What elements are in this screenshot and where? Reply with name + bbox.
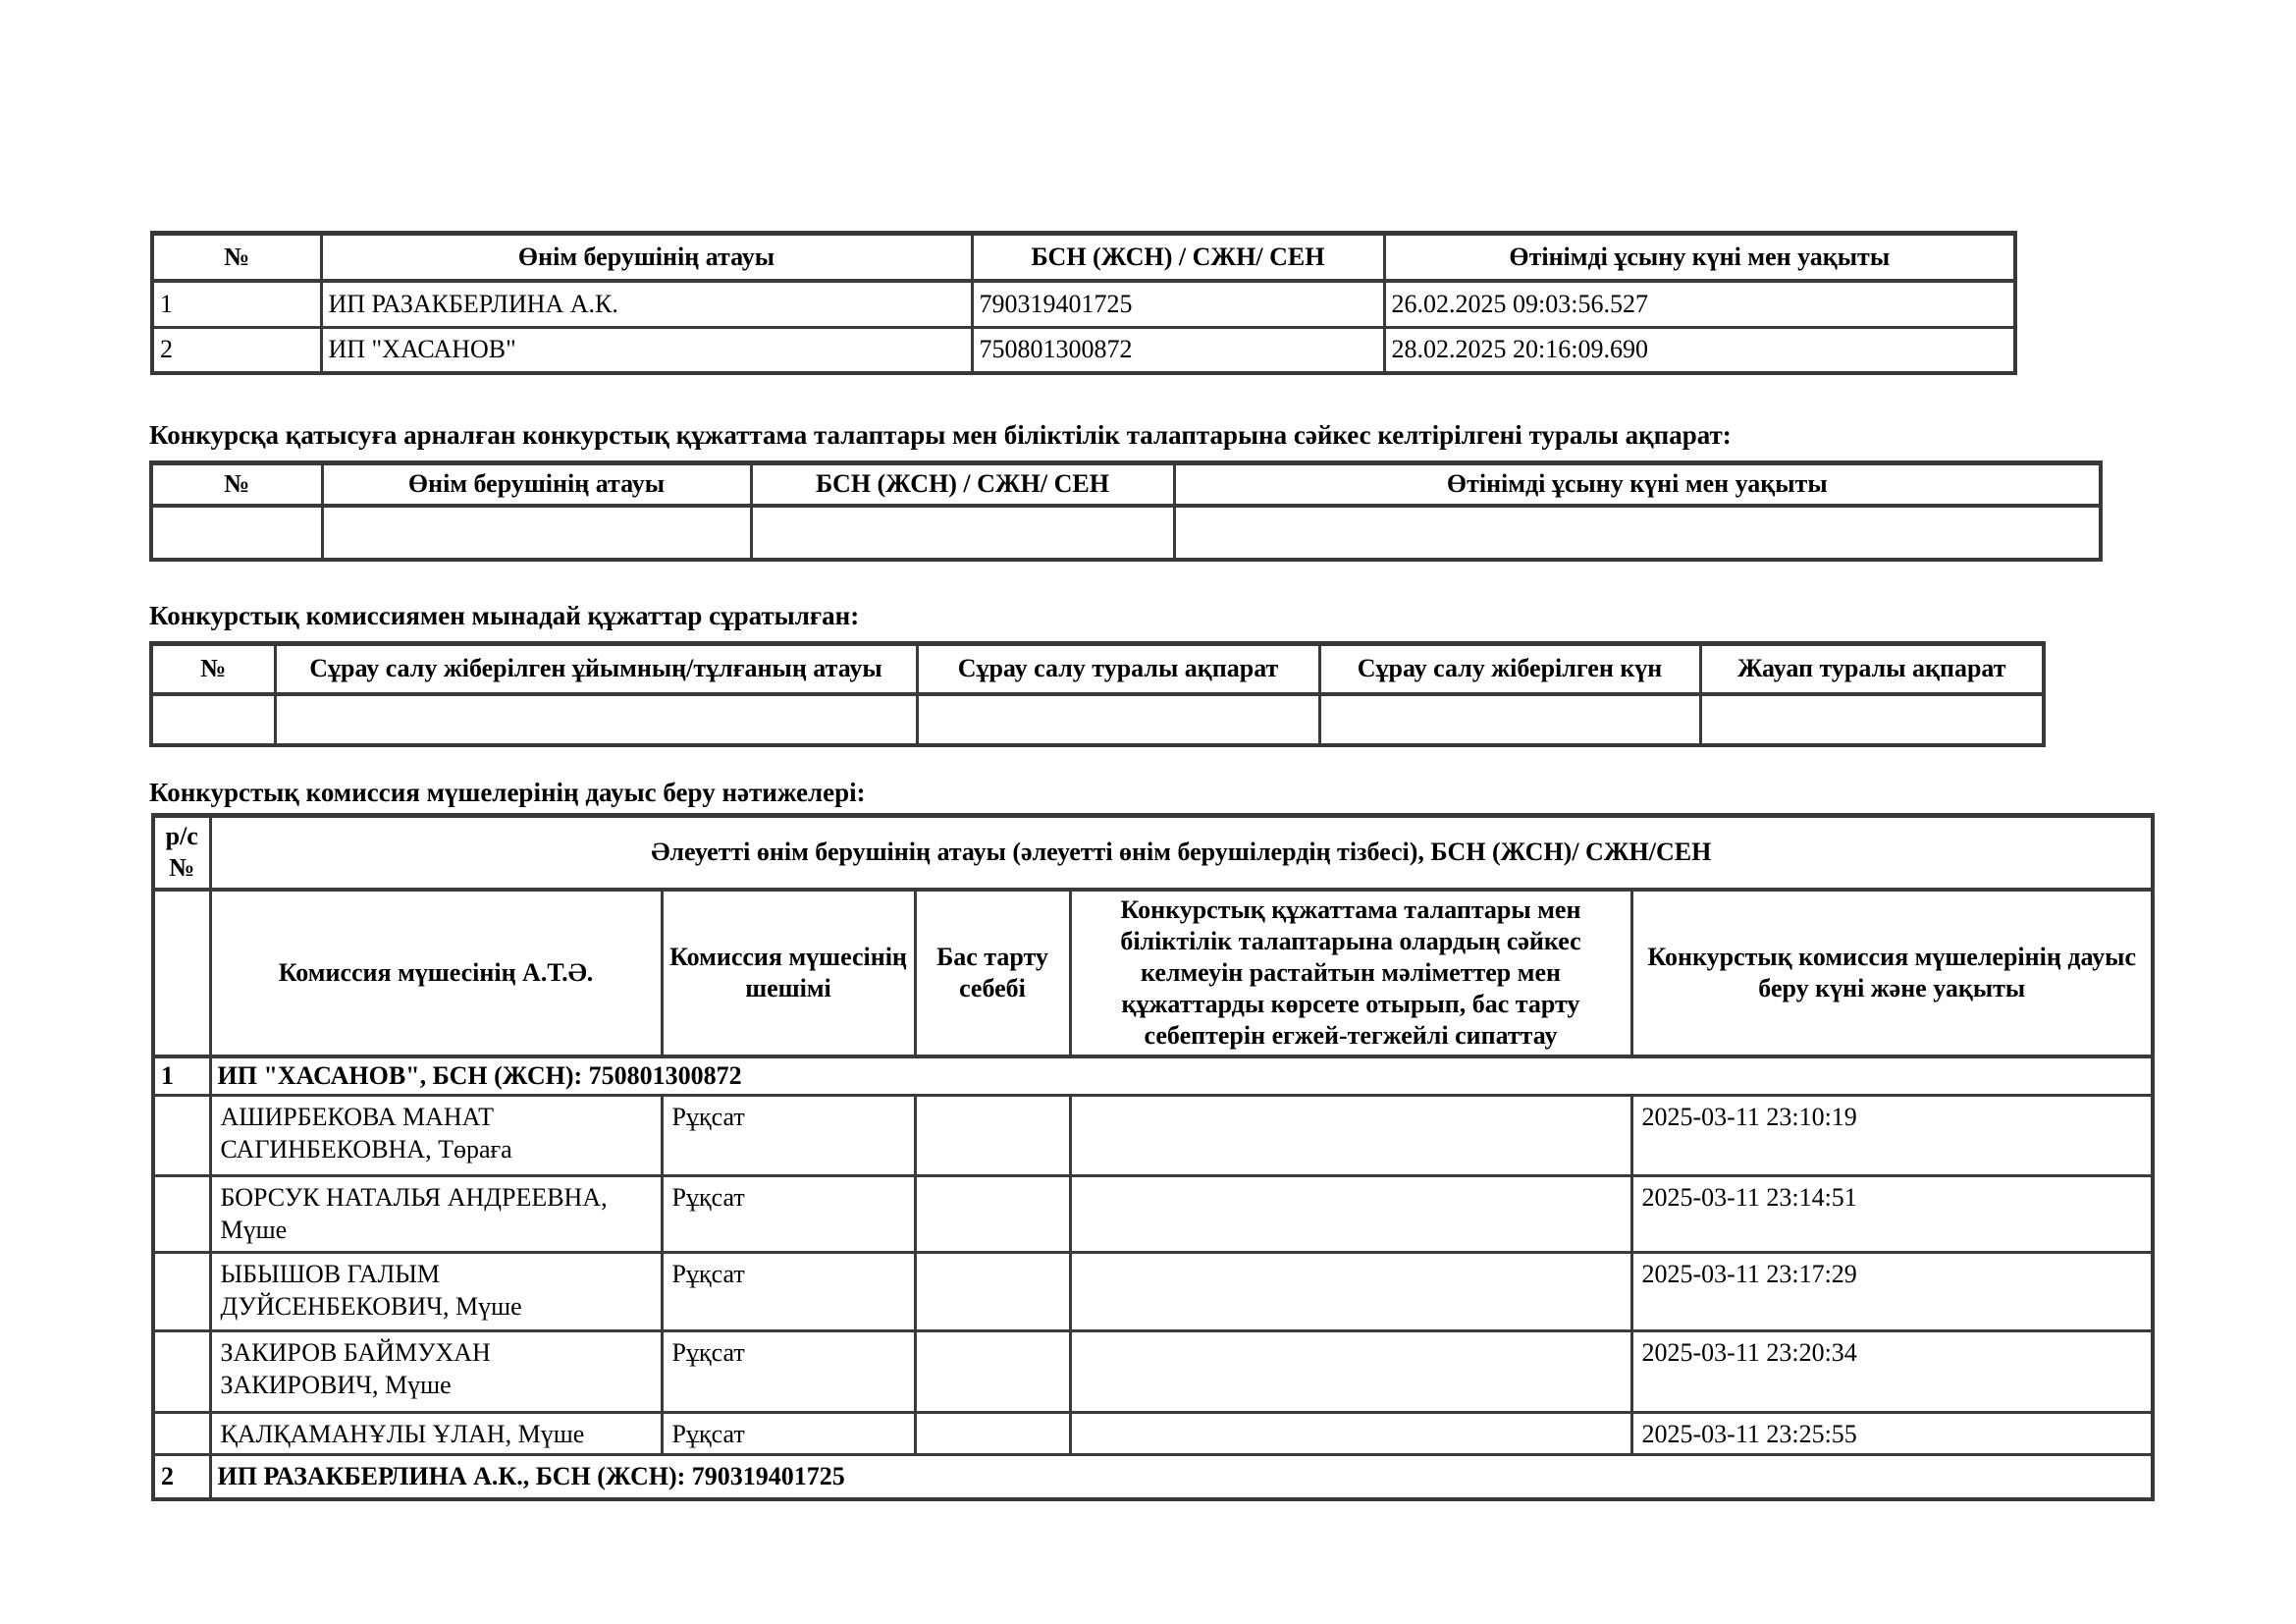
bin-cell: 790319401725 (972, 281, 1384, 328)
empty-cell (151, 506, 322, 560)
compliance-header-row (151, 463, 2101, 506)
member-name-cell: БОРСУК НАТАЛЬЯ АНДРЕЕВНА, Мүше (210, 1176, 662, 1253)
empty-cell (153, 1331, 210, 1413)
refusal-reason-cell (915, 1253, 1070, 1331)
bids-header-number: № (152, 234, 321, 281)
requests-header-organization: Сұрау салу жіберілген ұйымның/тұлғаның атауы (275, 644, 917, 694)
vote-datetime-cell: 2025-03-11 23:14:51 (1631, 1176, 2153, 1253)
empty-cell (153, 1253, 210, 1331)
refusal-details-cell (1070, 1331, 1631, 1413)
commission-member-row (153, 1096, 2153, 1176)
group-title-cell: ИП РАЗАКБЕРЛИНА А.К., БСН (ЖСН): 790319401725 (210, 1454, 2153, 1499)
empty-cell (1174, 506, 2101, 560)
commission-member-row (153, 1176, 2153, 1253)
bid-number-cell: 1 (152, 281, 321, 328)
requests-header-row (151, 644, 2044, 694)
voting-subheader-refusal-reason: Бас тарту себебі (915, 890, 1070, 1056)
voting-subheader-vote-datetime: Конкурстық комиссия мүшелерінің дауыс беру күні және уақыты (1631, 890, 2153, 1056)
bids-row (152, 328, 2015, 373)
decision-cell: Рұқсат (662, 1413, 915, 1455)
bids-header-bin: БСН (ЖСН) / СЖН/ СЕН (972, 234, 1384, 281)
group-number-cell: 2 (153, 1454, 210, 1499)
vote-datetime-cell: 2025-03-11 23:25:55 (1631, 1413, 2153, 1455)
bids-header-supplier-name: Өнім берушінің атауы (321, 234, 972, 281)
requests-empty-row (151, 694, 2044, 745)
voting-table (151, 813, 2155, 1501)
voting-header-supplier: Әлеуетті өнім берушінің атауы (әлеуетті өнім берушілердің тізбесі), БСН (ЖСН)/ СЖН/СЕН (210, 816, 2153, 890)
empty-cell (322, 506, 751, 560)
empty-cell (151, 694, 275, 745)
decision-cell: Рұқсат (662, 1253, 915, 1331)
bids-table (150, 231, 2017, 375)
empty-cell (1319, 694, 1700, 745)
decision-cell: Рұқсат (662, 1176, 915, 1253)
compliance-empty-row (151, 506, 2101, 560)
requests-table (149, 641, 2046, 747)
supplier-name-cell: ИП "ХАСАНОВ" (321, 328, 972, 373)
supplier-group-row (153, 1056, 2153, 1096)
member-name-cell: ЗАКИРОВ БАЙМУХАН ЗАКИРОВИЧ, Мүше (210, 1331, 662, 1413)
requests-section-heading: Конкурстық комиссиямен мынадай құжаттар сұратылған: (149, 601, 860, 630)
commission-member-row (153, 1413, 2153, 1455)
voting-top-header-row (153, 816, 2153, 890)
bin-cell: 750801300872 (972, 328, 1384, 373)
supplier-name-cell: ИП РАЗАКБЕРЛИНА А.К. (321, 281, 972, 328)
refusal-reason-cell (915, 1176, 1070, 1253)
voting-subheader-refusal-details: Конкурстық құжаттама талаптары мен біліктілік талаптарына олардың сәйкес келмеуін растайтын мәліметтер мен құжаттарды көрсете отырып, бас тарту себептерін егжей-тегжейлі сипаттау (1070, 890, 1631, 1056)
empty-cell (153, 1413, 210, 1455)
commission-member-row (153, 1253, 2153, 1331)
member-name-cell: ЫБЫШОВ ГАЛЫМ ДУЙСЕНБЕКОВИЧ, Мүше (210, 1253, 662, 1331)
voting-section-heading: Конкурстық комиссия мүшелерінің дауыс беру нәтижелері: (149, 778, 866, 807)
empty-cell (275, 694, 917, 745)
compliance-header-bin: БСН (ЖСН) / СЖН/ СЕН (751, 463, 1174, 506)
empty-cell (153, 1176, 210, 1253)
empty-cell (917, 694, 1319, 745)
voting-sub-header-row (153, 890, 2153, 1056)
requests-header-request-date: Сұрау салу жіберілген күн (1319, 644, 1700, 694)
empty-cell (153, 1096, 210, 1176)
compliance-table (149, 460, 2103, 562)
member-name-cell: ҚАЛҚАМАНҰЛЫ ҰЛАН, Мүше (210, 1413, 662, 1455)
vote-datetime-cell: 2025-03-11 23:10:19 (1631, 1096, 2153, 1176)
member-name-cell: АШИРБЕКОВА МАНАТ САГИНБЕКОВНА, Төраға (210, 1096, 662, 1176)
bids-row (152, 281, 2015, 328)
requests-header-request-info: Сұрау салу туралы ақпарат (917, 644, 1319, 694)
refusal-reason-cell (915, 1331, 1070, 1413)
refusal-reason-cell (915, 1413, 1070, 1455)
refusal-details-cell (1070, 1413, 1631, 1455)
refusal-details-cell (1070, 1253, 1631, 1331)
bid-number-cell: 2 (152, 328, 321, 373)
vote-datetime-cell: 2025-03-11 23:20:34 (1631, 1331, 2153, 1413)
submission-datetime-cell: 26.02.2025 09:03:56.527 (1384, 281, 2015, 328)
refusal-details-cell (1070, 1176, 1631, 1253)
commission-member-row (153, 1331, 2153, 1413)
bids-header-submission-datetime: Өтінімді ұсыну күні мен уақыты (1384, 234, 2015, 281)
vote-datetime-cell: 2025-03-11 23:17:29 (1631, 1253, 2153, 1331)
requests-header-answer-info: Жауап туралы ақпарат (1700, 644, 2044, 694)
empty-cell (1700, 694, 2044, 745)
requests-header-number: № (151, 644, 275, 694)
decision-cell: Рұқсат (662, 1331, 915, 1413)
group-title-cell: ИП "ХАСАНОВ", БСН (ЖСН): 750801300872 (210, 1056, 2153, 1096)
voting-subheader-decision: Комиссия мүшесінің шешімі (662, 890, 915, 1056)
voting-subheader-member-name: Комиссия мүшесінің А.Т.Ә. (210, 890, 662, 1056)
voting-header-row-number: р/с № (153, 816, 210, 890)
voting-subheader-empty (153, 890, 210, 1056)
bids-header-row (152, 234, 2015, 281)
compliance-section-heading: Конкурсқа қатысуға арналған конкурстық құжаттама талаптары мен біліктілік талаптарына сәйкес келтірілгені туралы ақпарат: (149, 420, 1732, 450)
compliance-header-number: № (151, 463, 322, 506)
decision-cell: Рұқсат (662, 1096, 915, 1176)
submission-datetime-cell: 28.02.2025 20:16:09.690 (1384, 328, 2015, 373)
refusal-reason-cell (915, 1096, 1070, 1176)
supplier-group-row (153, 1454, 2153, 1499)
group-number-cell: 1 (153, 1056, 210, 1096)
compliance-header-supplier-name: Өнім берушінің атауы (322, 463, 751, 506)
refusal-details-cell (1070, 1096, 1631, 1176)
empty-cell (751, 506, 1174, 560)
compliance-header-submission-datetime: Өтінімді ұсыну күні мен уақыты (1174, 463, 2101, 506)
